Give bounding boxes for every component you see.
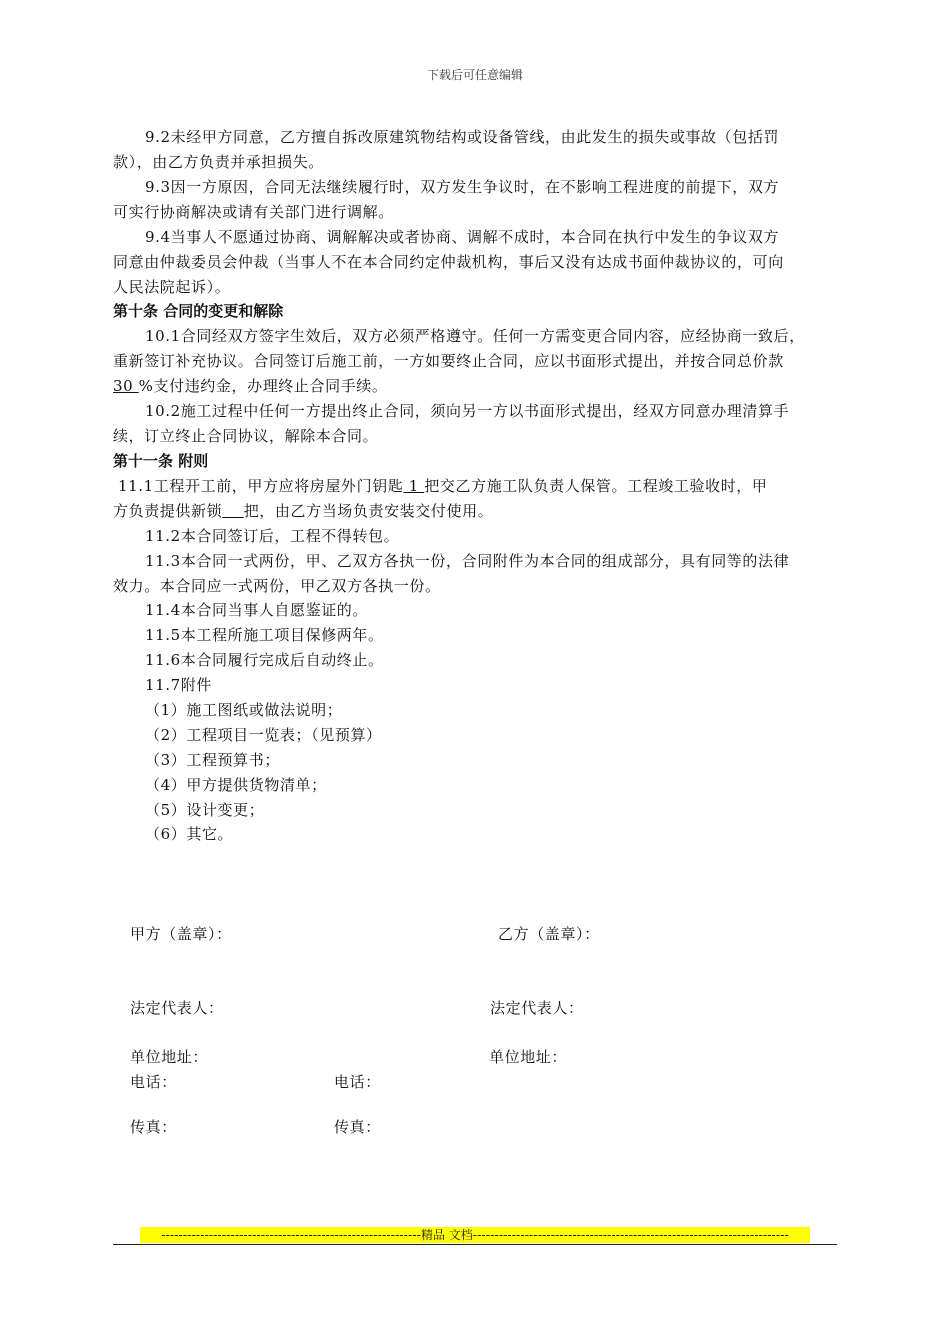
- clause-10-2-line1: 10.2施工过程中任何一方提出终止合同，须向另一方以书面形式提出，经双方同意办理清算手: [145, 402, 790, 420]
- clause-9-3-line2: 可实行协商解决或请有关部门进行调解。: [113, 203, 394, 221]
- clause-11-4: 11.4本合同当事人自愿鉴证的。: [145, 601, 368, 619]
- party-b-legal-rep-label: 法定代表人：: [490, 999, 584, 1017]
- clause-11-1-text-b: 把交乙方施工队负责人保管。工程竣工验收时，甲: [424, 477, 768, 495]
- clause-10-1-line3-text: %支付违约金，办理终止合同手续。: [138, 377, 388, 395]
- party-a-address-label: 单位地址：: [130, 1048, 209, 1066]
- party-b-phone-label: 电话：: [334, 1073, 381, 1091]
- attachment-item: （1）施工图纸或做法说明；: [145, 701, 343, 719]
- clause-11-6: 11.6本合同履行完成后自动终止。: [145, 651, 384, 669]
- clause-9-4-line3: 人民法院起诉）。: [113, 278, 231, 296]
- clause-11-7: 11.7附件: [145, 676, 212, 694]
- clause-11-5: 11.5本工程所施工项目保修两年。: [145, 626, 384, 644]
- attachment-item: （6）其它。: [145, 825, 234, 843]
- party-b-address-label: 单位地址：: [489, 1048, 568, 1066]
- lock-count-blank: [222, 502, 243, 520]
- clause-11-2: 11.2本合同签订后，工程不得转包。: [145, 527, 400, 545]
- section-10-title: 第十条 合同的变更和解除: [113, 302, 284, 320]
- clause-10-1-line1: 10.1合同经双方签字生效后，双方必须严格遵守。任何一方需变更合同内容，应经协商一致后，: [145, 327, 805, 345]
- clause-10-1-line3: [113, 375, 388, 396]
- clause-11-1-line1: [118, 475, 768, 496]
- key-count-value: 1: [403, 477, 425, 495]
- party-b-fax-label: 传真：: [334, 1118, 381, 1136]
- party-b-seal-label: 乙方（盖章）：: [498, 925, 600, 943]
- party-a-phone-label: 电话：: [130, 1073, 177, 1091]
- party-a-seal-label: 甲方（盖章）：: [130, 925, 232, 943]
- clause-11-1-text-a: 11.1工程开工前，甲方应将房屋外门钥匙: [118, 477, 404, 495]
- clause-9-4-line1: 9.4当事人不愿通过协商、调解解决或者协商、调解不成时，本合同在执行中发生的争议双方: [145, 228, 780, 246]
- clause-10-1-line2: 重新签订补充协议。合同签订后施工前，一方如要终止合同，应以书面形式提出，并按合同总价款: [113, 352, 784, 370]
- clause-11-1-text-c: 方负责提供新锁: [113, 502, 223, 520]
- clause-11-1-line2: [113, 500, 493, 521]
- clause-9-4-line2: 同意由仲裁委员会仲裁（当事人不在本合同约定仲裁机构，事后又没有达成书面仲裁协议的，可向: [113, 253, 784, 271]
- attachment-item: （2）工程项目一览表；（见预算）: [145, 726, 382, 744]
- attachment-item: （5）设计变更；: [145, 801, 265, 819]
- party-a-fax-label: 传真：: [130, 1118, 177, 1136]
- clause-11-1-text-d: 把，由乙方当场负责安装交付使用。: [243, 502, 494, 520]
- clause-11-3-line2: 效力。本合同应一式两份，甲乙双方各执一份。: [113, 577, 441, 595]
- clause-9-2-line2: 款），由乙方负责并承担损失。: [113, 153, 324, 171]
- section-11-title: 第十一条 附则: [113, 452, 209, 470]
- clause-9-2-line1: 9.2未经甲方同意，乙方擅自拆改原建筑物结构或设备管线，由此发生的损失或事故（包括罚: [145, 128, 780, 146]
- page-header: 下载后可任意编辑: [426, 68, 523, 82]
- clause-11-3-line1: 11.3本合同一式两份，甲、乙双方各执一份，合同附件为本合同的组成部分，具有同等的法律: [145, 552, 790, 570]
- attachment-item: （4）甲方提供货物清单；: [145, 776, 327, 794]
- penalty-percent-value: 30: [113, 377, 139, 395]
- attachment-item: （3）工程预算书；: [145, 751, 280, 769]
- party-a-legal-rep-label: 法定代表人：: [130, 999, 224, 1017]
- footer-banner: ------------------------------------------------------------精品 文档-------------------------------------------------------------------------: [140, 1227, 810, 1243]
- clause-10-2-line2: 续，订立终止合同协议，解除本合同。: [113, 427, 379, 445]
- clause-9-3-line1: 9.3因一方原因，合同无法继续履行时，双方发生争议时，在不影响工程进度的前提下，双方: [145, 178, 780, 196]
- footer-divider: [113, 1244, 837, 1245]
